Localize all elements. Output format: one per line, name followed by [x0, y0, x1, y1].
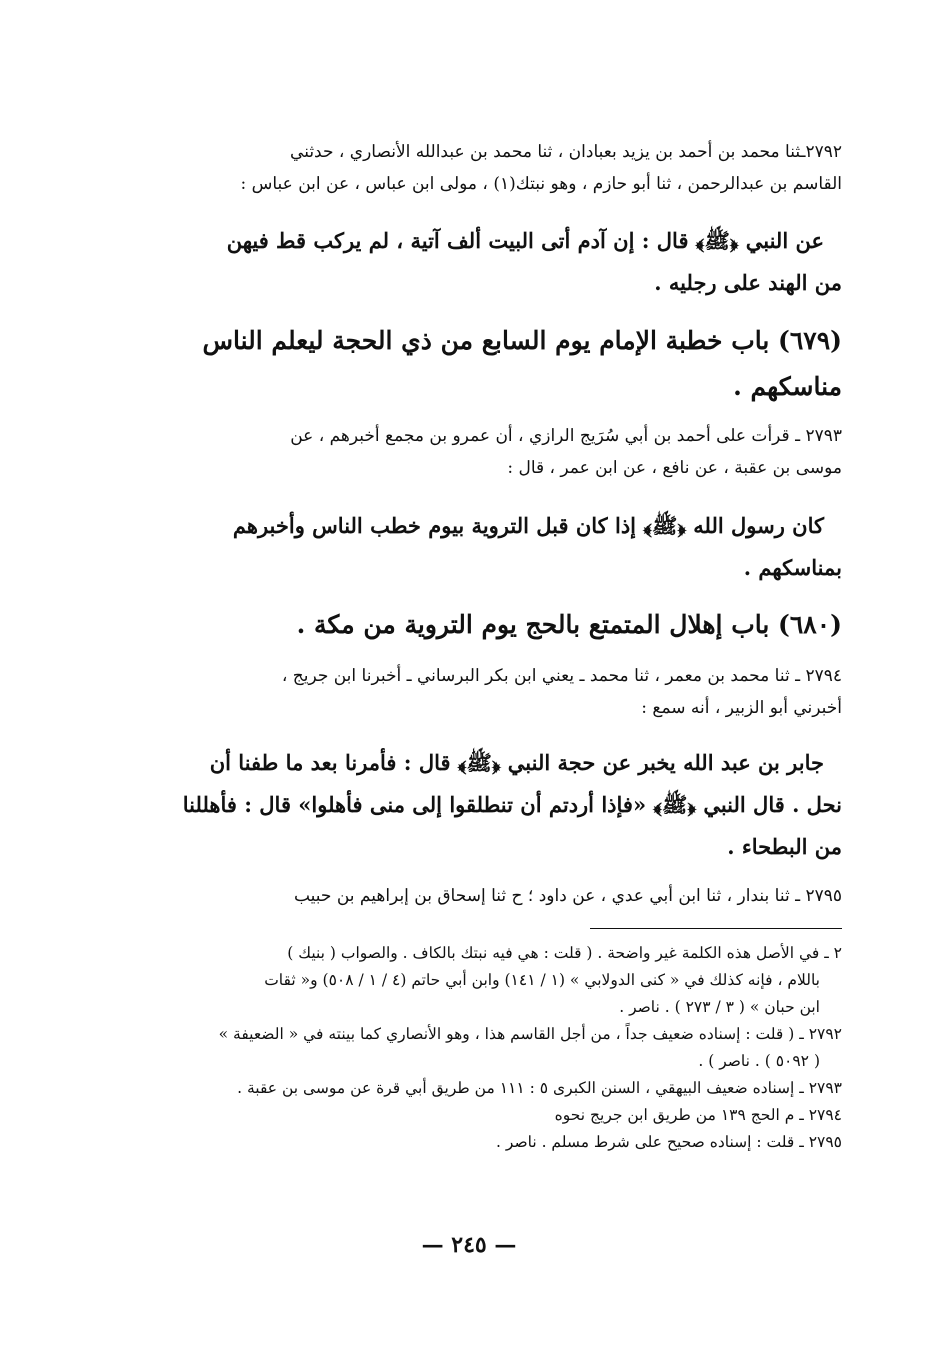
text-line: القاسم بن عبدالرحمن ، ثنا أبو حازم ، وهو نبتك(١) ، مولى ابن عباس ، عن ابن عباس : [240, 174, 842, 194]
footnote-line: ٢٧٩٢ ـ ( قلت : إسناده ضعيف جداً ، من أجل القاسم هذا ، وهو الأنصاري كما بينته في « الضعيفة » [218, 1025, 842, 1043]
text-line: بمناسكهم . [743, 555, 842, 580]
hadith-2794-matn [166, 742, 842, 868]
hadith-2793-matn [166, 505, 842, 589]
text-line: عن النبي ﴿ﷺ﴾ قال : إن آدم أتى البيت ألف آتية ، لم يركب قط فيهن [226, 228, 824, 253]
text-line: (٦٧٩) باب خطبة الإمام يوم السابع من ذي الحجة ليعلم الناس [202, 326, 842, 355]
hadith-2792-isnad [166, 136, 842, 200]
text-line: نحل . قال النبي ﴿ﷺ﴾ «فإذا أردتم أن تنطلقوا إلى منى فأهلوا» قال : فأهللنا [182, 792, 842, 817]
text-line: جابر بن عبد الله يخبر عن حجة النبي ﴿ﷺ﴾ قال : فأمرنا بعد ما طفنا أن [209, 750, 824, 775]
hadith-2795-isnad [166, 880, 842, 912]
footnote-separator [590, 928, 842, 929]
hadith-2792-matn [166, 220, 842, 304]
footnote-2793 [166, 1075, 842, 1102]
text-line: من الهند على رجليه . [654, 270, 842, 295]
footnote-2794 [166, 1102, 842, 1129]
hadith-2794-isnad [166, 660, 842, 724]
footnote-line: ٢ ـ في الأصل هذه الكلمة غير واضحة . ( قلت : هي فيه نبتك بالكاف . والصواب ( بنيك ) [287, 944, 842, 962]
footnote-2795 [166, 1129, 842, 1156]
footnote-line: ٢٧٩٤ ـ م الحج ١٣٩ من طريق ابن جريج نحوه [554, 1106, 842, 1124]
chapter-680-heading [166, 602, 842, 648]
footnote-line: باللام ، فإنه كذلك في « كنى الدولابي » (١ / ١٤١) وابن أبي حاتم (٤ / ١ / ٥٠٨) و« ثقات [264, 971, 820, 989]
footnote-2792 [166, 1021, 842, 1075]
text-line: موسى بن عقبة ، عن نافع ، عن ابن عمر ، قال : [507, 458, 842, 478]
text-line: (٦٨٠) باب إهلال المتمتع بالحج يوم التروية من مكة . [296, 610, 842, 639]
footnote-line: ابن حبان » ( ٣ / ٢٧٣ ) . ناصر . [619, 998, 820, 1016]
text-line: من البطحاء . [727, 834, 842, 859]
text-line: ٢٧٩٥ ـ ثنا بندار ، ثنا ابن أبي عدي ، عن داود ؛ ح ثنا إسحاق بن إبراهيم بن حبيب [293, 886, 842, 906]
text-line: أخبرني أبو الزبير ، أنه سمع : [641, 698, 842, 718]
text-line: كان رسول الله ﴿ﷺ﴾ إذا كان قبل التروية بيوم خطب الناس وأخبرهم [232, 513, 824, 538]
footnote-line: ٢٧٩٣ ـ إسناده ضعيف البيهقي ، السنن الكبرى ٥ : ١١١ من طريق أبي قرة عن موسى بن عقبة . [237, 1079, 842, 1097]
text-line: ٢٧٩٣ ـ قرأت على أحمد بن أبي سُرَيج الرازي ، أن عمرو بن مجمع أخبرهم ، عن [290, 426, 842, 446]
page-number: — ٢٤٥ — [421, 1232, 517, 1258]
footnote-2 [166, 940, 842, 1021]
footnote-line: ( ٥٠٩٢ ) . ناصر ) . [698, 1052, 820, 1070]
hadith-2793-isnad [166, 420, 842, 484]
text-line: ٢٧٩٤ ـ ثنا محمد بن معمر ، ثنا محمد ـ يعني ابن بكر البرساني ـ أخبرنا ابن جريج ، [281, 666, 842, 686]
chapter-679-heading [166, 318, 842, 410]
footnote-line: ٢٧٩٥ ـ قلت : إسناده صحيح على شرط مسلم . ناصر . [496, 1133, 842, 1151]
text-line: ٢٧٩٢ـثنا محمد بن أحمد بن يزيد بعبادان ، ثنا محمد بن عبدالله الأنصاري ، حدثني [290, 142, 842, 162]
text-line: مناسكهم . [733, 372, 842, 401]
footnotes [166, 940, 842, 1156]
